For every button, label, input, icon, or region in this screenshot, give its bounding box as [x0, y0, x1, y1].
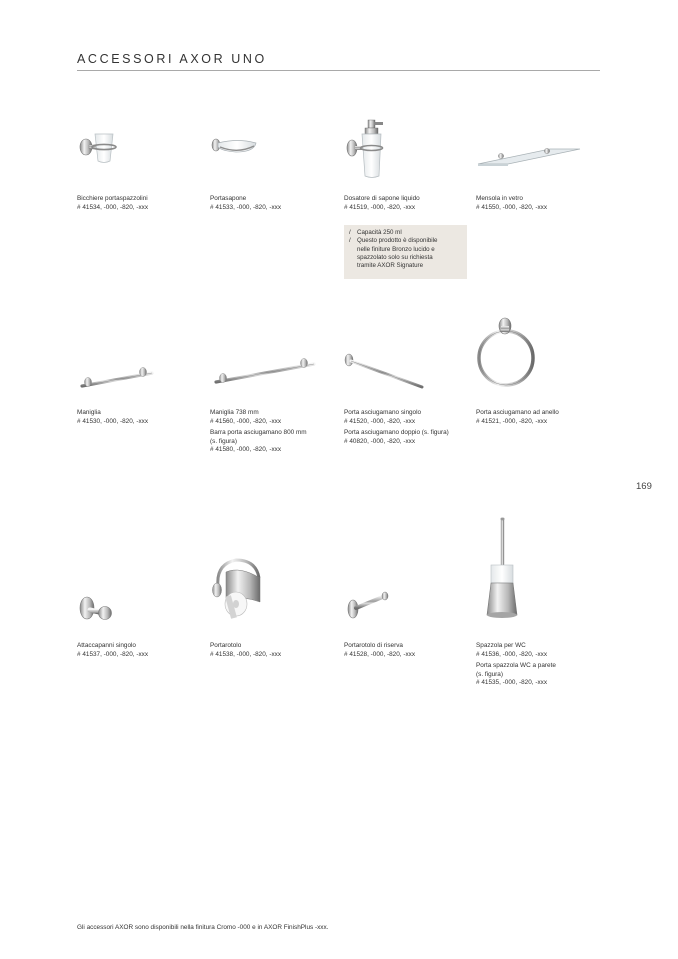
product-variant-note: (s. figura) — [476, 670, 503, 678]
product-code: # 41533, -000, -820, -xxx — [210, 203, 282, 211]
toothbrush-tumbler-icon — [77, 128, 122, 166]
product-name: Portasapone — [210, 195, 247, 202]
product-soap-dispenser — [344, 195, 472, 212]
towel-ring-icon — [474, 314, 540, 392]
product-spare-roll-holder — [344, 642, 472, 659]
note-line: / Questo prodotto è disponibile — [349, 237, 438, 245]
product-code: # 41520, -000, -820, -xxx — [344, 417, 416, 425]
product-code: # 41560, -000, -820, -xxx — [210, 417, 282, 425]
product-variant-code: # 40820, -000, -820, -xxx — [344, 437, 416, 445]
product-name: Maniglia — [77, 409, 101, 416]
product-code: # 41519, -000, -820, -xxx — [344, 203, 416, 211]
product-variant-code: # 41580, -000, -820, -xxx — [210, 446, 282, 454]
glass-shelf-icon — [476, 146, 582, 170]
product-name: Attaccapanni singolo — [77, 642, 136, 649]
toilet-roll-holder-icon — [210, 556, 266, 620]
note-line-continued: spazzolato solo su richiesta — [357, 253, 433, 261]
product-towel-ring — [476, 409, 604, 426]
product-name: Dosatore di sapone liquido — [344, 195, 420, 202]
note-line: / Capacità 250 ml — [349, 229, 402, 236]
product-variant-name: Porta spazzola WC a parete — [476, 662, 556, 670]
long-grab-bar-icon — [212, 358, 318, 386]
note-line-continued: tramite AXOR Signature — [357, 262, 424, 270]
product-code: # 41538, -000, -820, -xxx — [210, 650, 282, 658]
product-towel-rail — [344, 409, 472, 446]
product-name: Mensola in vetro — [476, 195, 523, 202]
product-code: # 41536, -000, -820, -xxx — [476, 650, 548, 658]
product-note-box — [344, 225, 467, 279]
product-code: # 41530, -000, -820, -xxx — [77, 417, 149, 425]
product-name: Portarotolo di riserva — [344, 642, 403, 649]
towel-rail-icon — [343, 350, 425, 392]
soap-dispenser-icon — [345, 118, 387, 180]
product-code: # 41537, -000, -820, -xxx — [77, 650, 149, 658]
product-variant-name: Barra porta asciugamano 800 mm — [210, 429, 307, 437]
product-variant-note: (s. figura) — [210, 437, 237, 445]
product-code: # 41528, -000, -820, -xxx — [344, 650, 416, 658]
product-name: Maniglia 738 mm — [210, 409, 259, 416]
toilet-brush-icon — [484, 517, 524, 621]
robe-hook-icon — [78, 594, 114, 624]
note-line-continued: nelle finiture Bronzo lucido e — [357, 245, 435, 253]
product-name: Porta asciugamano ad anello — [476, 409, 559, 416]
product-name: Bicchiere portaspazzolini — [77, 195, 148, 202]
footer-note: Gli accessori AXOR sono disponibili nella finitura Cromo -000 e in AXOR FinishPlus -xxx. — [77, 924, 329, 931]
product-variant-name: Porta asciugamano doppio (s. figura) — [344, 429, 449, 437]
title-divider — [77, 70, 600, 71]
soap-dish-icon — [210, 134, 260, 159]
product-name: Spazzola per WC — [476, 642, 526, 649]
product-grab-bar — [77, 409, 205, 426]
product-name: Porta asciugamano singolo — [344, 409, 422, 416]
product-soap-dish — [210, 195, 338, 212]
page-number: 169 — [636, 481, 652, 492]
product-robe-hook — [77, 642, 205, 659]
grab-bar-icon — [78, 366, 156, 390]
product-variant-code: # 41535, -000, -820, -xxx — [476, 679, 548, 687]
product-toothbrush-tumbler — [77, 195, 205, 212]
product-code: # 41550, -000, -820, -xxx — [476, 203, 548, 211]
page-title: ACCESSORI AXOR UNO — [77, 52, 267, 66]
product-code: # 41521, -000, -820, -xxx — [476, 417, 548, 425]
product-code: # 41534, -000, -820, -xxx — [77, 203, 149, 211]
product-name: Portarotolo — [210, 642, 242, 649]
product-long-grab-bar — [210, 409, 338, 455]
spare-roll-holder-icon — [345, 589, 391, 621]
product-glass-shelf — [476, 195, 604, 212]
product-toilet-brush — [476, 642, 604, 688]
product-toilet-roll-holder — [210, 642, 338, 659]
